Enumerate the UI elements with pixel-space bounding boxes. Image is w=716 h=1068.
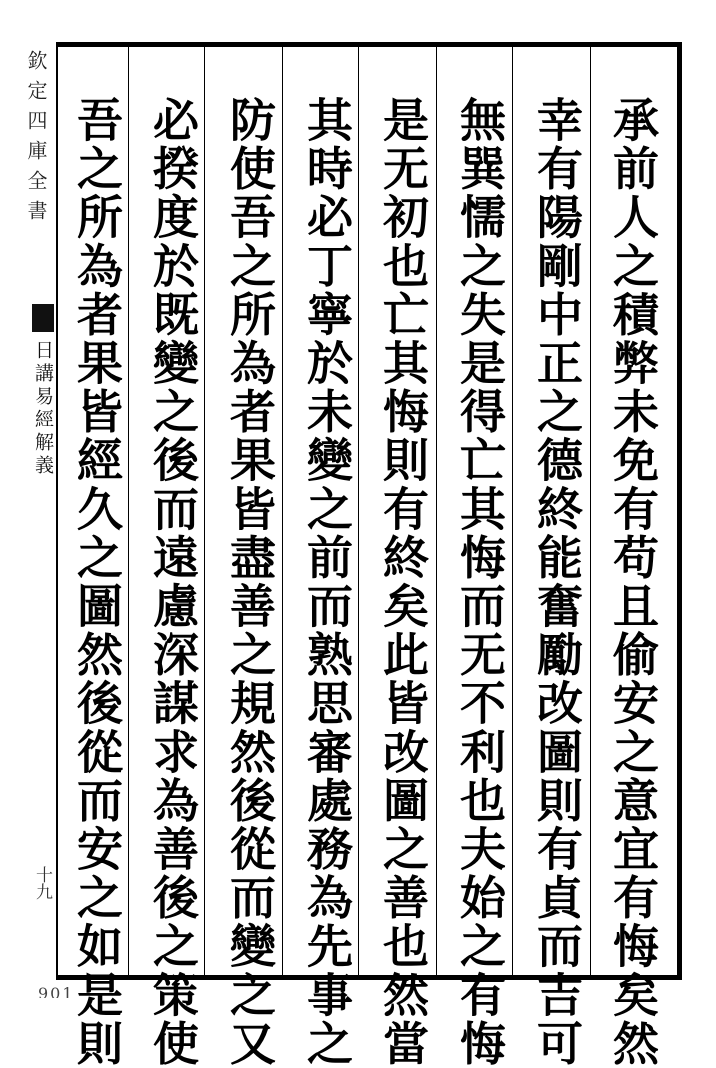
page-number: 901 xyxy=(38,984,75,998)
text-column: 是无初也亡其悔則有終矣此皆改圖之善也然當 xyxy=(376,96,430,1068)
text-column: 無巽懦之失是得亡其悔而无不利也夫始之有悔 xyxy=(453,96,507,1068)
text-column: 承前人之積弊未免有苟且偷安之意宜有悔矣然 xyxy=(606,96,660,1068)
text-column: 吾之所為者果皆經久之圖然後從而安之如是則 xyxy=(70,96,124,1068)
column-rule xyxy=(436,46,437,976)
margin-folio-number: 十九 xyxy=(32,866,52,900)
margin-book-title: 日講易經解義 xyxy=(32,340,54,478)
margin-collection-title: 欽定四庫全書 xyxy=(24,50,48,230)
text-column: 防使吾之所為者果皆盡善之規然後從而變之又 xyxy=(223,96,277,1068)
text-column: 其時必丁寧於未變之前而熟思審處務為先事之 xyxy=(300,96,354,1068)
margin-fishtail-mark xyxy=(32,304,54,332)
text-column: 必揆度於既變之後而遠慮深謀求為善後之策使 xyxy=(146,96,200,1068)
column-rule xyxy=(590,46,591,976)
text-column: 幸有陽剛中正之德終能奮勵改圖則有貞而吉可 xyxy=(530,96,584,1068)
